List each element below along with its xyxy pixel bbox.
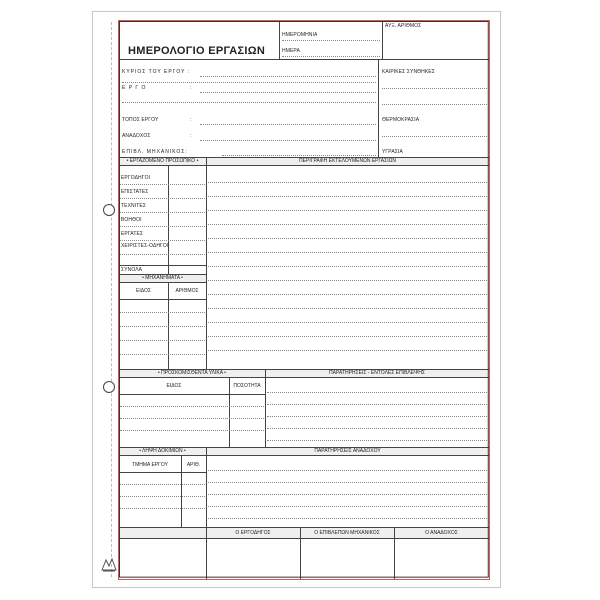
- perforation-line: [111, 22, 113, 577]
- machines-type-column: ΕΙΔΟΣ: [136, 288, 151, 294]
- staff-row-label: ΒΟΗΘΟΙ: [121, 217, 142, 223]
- supervisor-label: ΕΠΙΒΛ. ΜΗΧΑΝΙΚΟΣ:: [122, 149, 188, 155]
- signature-supervising-engineer: Ο ΕΠΙΒΛΕΠΩΝ ΜΗΧΑΝΙΚΟΣ: [314, 530, 380, 536]
- serial-number-label: ΑΥΞ. ΑΡΙΘΜΟΣ: [385, 23, 422, 29]
- staff-header: • ΕΡΓΑΖΟΜΕΝΟ ΠΡΟΣΩΠΙΚΟ •: [126, 158, 199, 164]
- materials-type-column: ΕΙΔΟΣ: [166, 383, 182, 389]
- contractor-label: ΑΝΑΔΟΧΟΣ: [122, 133, 151, 139]
- samples-section-column: ΤΜΗΜΑ ΕΡΓΟΥ: [132, 462, 168, 468]
- contractor-notes-header: ΠΑΡΑΤΗΡΗΣΕΙΣ ΑΝΑΔΟΧΟΥ: [314, 448, 381, 454]
- form-title: ΗΜΕΡΟΛΟΓΙΟ ΕΡΓΑΣΙΩΝ: [128, 45, 266, 57]
- supervision-notes-header: ΠΑΡΑΤΗΡΗΣΕΙΣ - ΕΝΤΟΛΕΣ ΕΠΙΒΛΕΨΗΣ: [329, 370, 425, 376]
- materials-header: • ΠΡΟΣΚΟΜΙΣΘΕΝΤΑ ΥΛΙΚΑ •: [158, 370, 226, 376]
- machines-header: • ΜΗΧΑΝΗΜΑΤΑ •: [142, 275, 183, 281]
- signature-contractor: Ο ΑΝΑΔΟΧΟΣ: [425, 530, 458, 536]
- staff-row-label: ΕΡΓΟΔΗΓΟΙ: [121, 175, 151, 181]
- temperature-label: ΘΕΡΜΟΚΡΑΣΙΑ: [382, 117, 420, 123]
- publisher-logo-icon: [100, 556, 118, 574]
- binding-hole-bottom: [103, 381, 115, 393]
- staff-total-label: ΣΥΝΟΛΑ: [121, 267, 143, 273]
- binding-hole-top: [103, 204, 115, 216]
- work-description-header: ΠΕΡΙΓΡΑΦΗ ΕΚΤΕΛΟΥΜΕΝΩΝ ΕΡΓΑΣΙΩΝ: [299, 158, 396, 164]
- staff-row-label: ΕΡΓΑΤΕΣ: [121, 231, 144, 237]
- weather-label: ΚΑΙΡΙΚΕΣ ΣΥΝΘΗΚΕΣ: [382, 69, 435, 75]
- owner-label: ΚΥΡΙΟΣ ΤΟΥ ΕΡΓΟΥ :: [122, 69, 191, 75]
- staff-row-label: ΕΠΙΣΤΑΤΕΣ: [121, 189, 149, 195]
- samples-header: • ΛΗΨΗ ΔΟΚΙΜΙΩΝ •: [139, 448, 186, 454]
- signature-site-manager: Ο ΕΡΓΟΔΗΓΟΣ: [235, 530, 271, 536]
- humidity-label: ΥΓΡΑΣΙΑ: [382, 149, 403, 155]
- project-label: Ε Ρ Γ Ο: [122, 85, 147, 91]
- staff-row-label: ΤΕΧΝΙΤΕΣ: [121, 203, 147, 209]
- day-label: ΗΜΕΡΑ: [282, 48, 300, 54]
- materials-quantity-column: ΠΟΣΟΤΗΤΑ: [233, 383, 261, 389]
- samples-number-column: ΑΡΙΘ.: [186, 462, 201, 468]
- location-label: ΤΟΠΟΣ ΕΡΓΟΥ: [122, 117, 159, 123]
- staff-row-label: ΧΕΙΡΙΣΤΕΣ-ΟΔΗΓΟΙ: [121, 243, 169, 249]
- machines-number-column: ΑΡΙΘΜΟΣ: [175, 288, 199, 294]
- date-label: ΗΜΕΡΟΜΗΝΙΑ: [282, 32, 318, 38]
